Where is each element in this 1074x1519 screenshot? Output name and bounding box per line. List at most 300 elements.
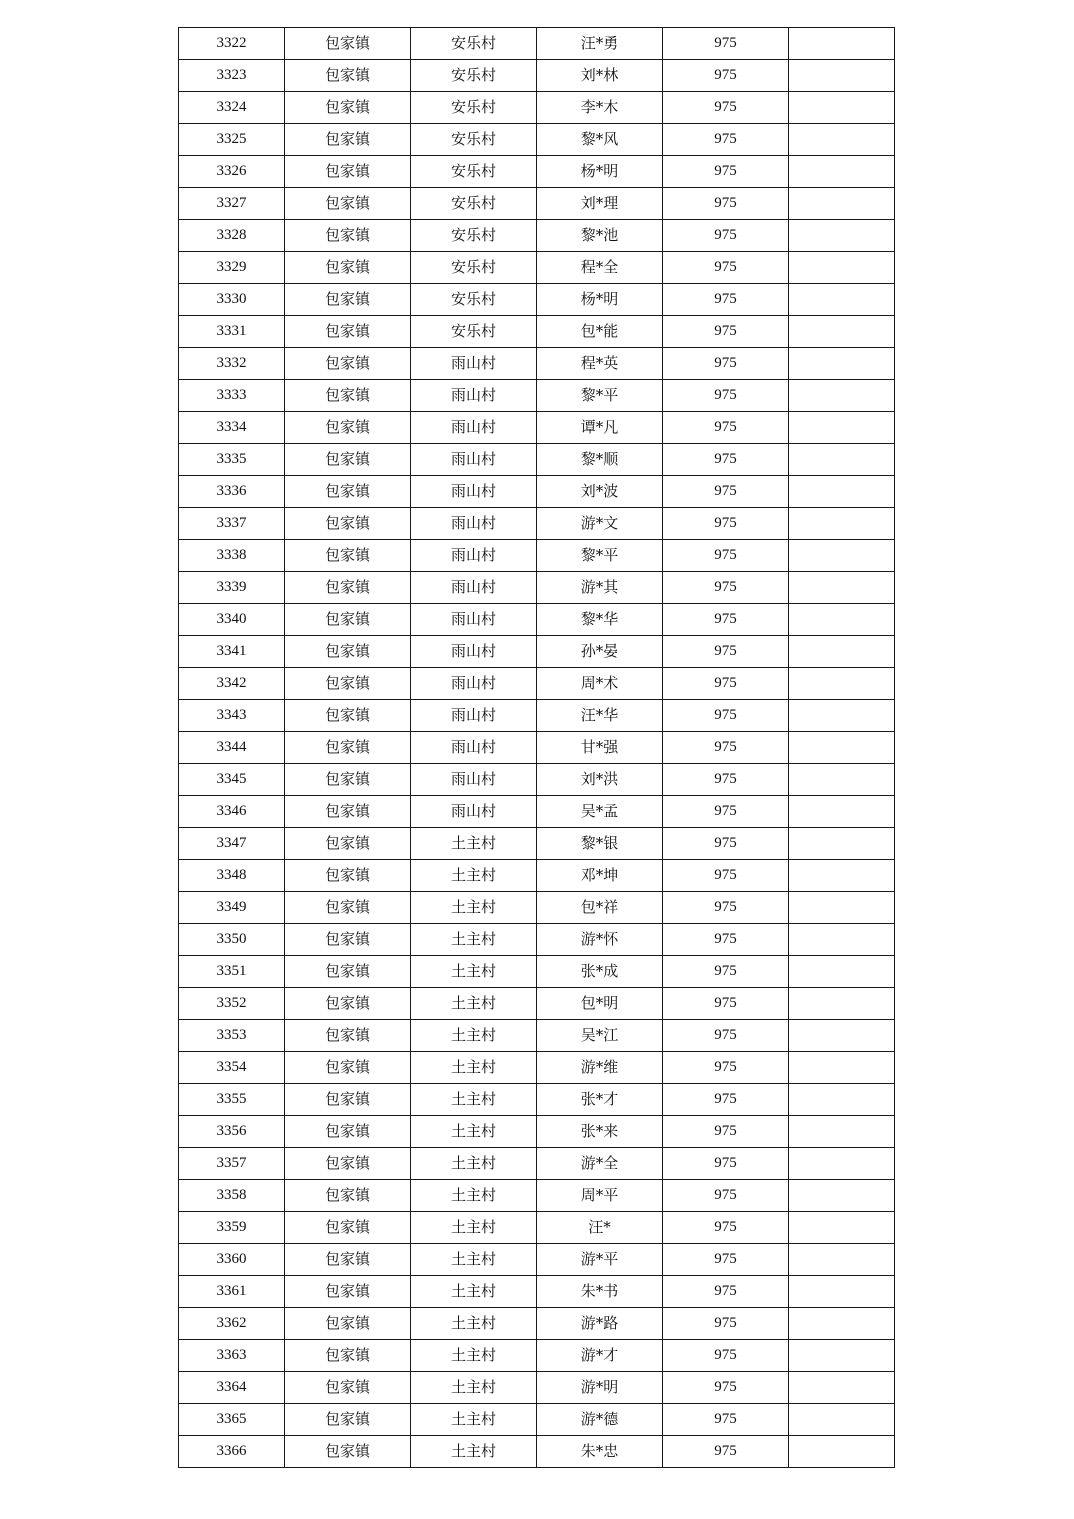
person-name-cell: 游*德 bbox=[537, 1404, 663, 1436]
serial-number-cell: 3322 bbox=[179, 28, 285, 60]
town-cell: 包家镇 bbox=[285, 1404, 411, 1436]
remark-cell bbox=[789, 860, 895, 892]
table-row bbox=[179, 1276, 895, 1308]
serial-number-cell: 3359 bbox=[179, 1212, 285, 1244]
town-cell: 包家镇 bbox=[285, 604, 411, 636]
town-cell: 包家镇 bbox=[285, 188, 411, 220]
village-cell: 雨山村 bbox=[411, 796, 537, 828]
table-row bbox=[179, 444, 895, 476]
table-row bbox=[179, 668, 895, 700]
town-cell: 包家镇 bbox=[285, 764, 411, 796]
person-name-cell: 游*维 bbox=[537, 1052, 663, 1084]
remark-cell bbox=[789, 124, 895, 156]
table-row bbox=[179, 1372, 895, 1404]
person-name-cell: 刘*理 bbox=[537, 188, 663, 220]
town-cell: 包家镇 bbox=[285, 828, 411, 860]
amount-cell: 975 bbox=[663, 220, 789, 252]
village-cell: 安乐村 bbox=[411, 316, 537, 348]
serial-number-cell: 3349 bbox=[179, 892, 285, 924]
amount-cell: 975 bbox=[663, 892, 789, 924]
amount-cell: 975 bbox=[663, 508, 789, 540]
amount-cell: 975 bbox=[663, 1116, 789, 1148]
table-row bbox=[179, 572, 895, 604]
table-row bbox=[179, 156, 895, 188]
table-body bbox=[179, 28, 895, 1468]
remark-cell bbox=[789, 412, 895, 444]
person-name-cell: 杨*明 bbox=[537, 156, 663, 188]
town-cell: 包家镇 bbox=[285, 636, 411, 668]
serial-number-cell: 3345 bbox=[179, 764, 285, 796]
serial-number-cell: 3351 bbox=[179, 956, 285, 988]
remark-cell bbox=[789, 508, 895, 540]
amount-cell: 975 bbox=[663, 1340, 789, 1372]
amount-cell: 975 bbox=[663, 700, 789, 732]
table-row bbox=[179, 764, 895, 796]
village-cell: 安乐村 bbox=[411, 252, 537, 284]
town-cell: 包家镇 bbox=[285, 476, 411, 508]
town-cell: 包家镇 bbox=[285, 1308, 411, 1340]
person-name-cell: 程*英 bbox=[537, 348, 663, 380]
table-row bbox=[179, 412, 895, 444]
town-cell: 包家镇 bbox=[285, 1212, 411, 1244]
town-cell: 包家镇 bbox=[285, 860, 411, 892]
amount-cell: 975 bbox=[663, 828, 789, 860]
amount-cell: 975 bbox=[663, 348, 789, 380]
amount-cell: 975 bbox=[663, 316, 789, 348]
serial-number-cell: 3339 bbox=[179, 572, 285, 604]
remark-cell bbox=[789, 380, 895, 412]
serial-number-cell: 3356 bbox=[179, 1116, 285, 1148]
person-name-cell: 李*木 bbox=[537, 92, 663, 124]
town-cell: 包家镇 bbox=[285, 892, 411, 924]
remark-cell bbox=[789, 1276, 895, 1308]
remark-cell bbox=[789, 92, 895, 124]
village-cell: 土主村 bbox=[411, 1148, 537, 1180]
village-cell: 土主村 bbox=[411, 1180, 537, 1212]
amount-cell: 975 bbox=[663, 1212, 789, 1244]
person-name-cell: 游*怀 bbox=[537, 924, 663, 956]
serial-number-cell: 3361 bbox=[179, 1276, 285, 1308]
amount-cell: 975 bbox=[663, 1244, 789, 1276]
remark-cell bbox=[789, 540, 895, 572]
person-name-cell: 游*平 bbox=[537, 1244, 663, 1276]
town-cell: 包家镇 bbox=[285, 316, 411, 348]
remark-cell bbox=[789, 1436, 895, 1468]
town-cell: 包家镇 bbox=[285, 732, 411, 764]
remark-cell bbox=[789, 572, 895, 604]
village-cell: 土主村 bbox=[411, 1436, 537, 1468]
serial-number-cell: 3348 bbox=[179, 860, 285, 892]
serial-number-cell: 3341 bbox=[179, 636, 285, 668]
village-cell: 雨山村 bbox=[411, 668, 537, 700]
remark-cell bbox=[789, 796, 895, 828]
village-cell: 安乐村 bbox=[411, 28, 537, 60]
town-cell: 包家镇 bbox=[285, 380, 411, 412]
person-name-cell: 游*路 bbox=[537, 1308, 663, 1340]
table-row bbox=[179, 860, 895, 892]
town-cell: 包家镇 bbox=[285, 348, 411, 380]
village-cell: 土主村 bbox=[411, 1244, 537, 1276]
village-cell: 雨山村 bbox=[411, 444, 537, 476]
town-cell: 包家镇 bbox=[285, 796, 411, 828]
remark-cell bbox=[789, 764, 895, 796]
town-cell: 包家镇 bbox=[285, 1052, 411, 1084]
remark-cell bbox=[789, 28, 895, 60]
table-row bbox=[179, 1340, 895, 1372]
village-cell: 安乐村 bbox=[411, 188, 537, 220]
person-name-cell: 游*其 bbox=[537, 572, 663, 604]
village-cell: 土主村 bbox=[411, 1084, 537, 1116]
amount-cell: 975 bbox=[663, 476, 789, 508]
village-cell: 安乐村 bbox=[411, 60, 537, 92]
person-name-cell: 包*能 bbox=[537, 316, 663, 348]
town-cell: 包家镇 bbox=[285, 572, 411, 604]
serial-number-cell: 3344 bbox=[179, 732, 285, 764]
town-cell: 包家镇 bbox=[285, 28, 411, 60]
remark-cell bbox=[789, 1372, 895, 1404]
person-name-cell: 黎*顺 bbox=[537, 444, 663, 476]
town-cell: 包家镇 bbox=[285, 1116, 411, 1148]
remark-cell bbox=[789, 1308, 895, 1340]
serial-number-cell: 3337 bbox=[179, 508, 285, 540]
remark-cell bbox=[789, 956, 895, 988]
remark-cell bbox=[789, 1212, 895, 1244]
amount-cell: 975 bbox=[663, 1180, 789, 1212]
table-row bbox=[179, 380, 895, 412]
village-cell: 土主村 bbox=[411, 1308, 537, 1340]
table-row bbox=[179, 220, 895, 252]
amount-cell: 975 bbox=[663, 60, 789, 92]
amount-cell: 975 bbox=[663, 924, 789, 956]
town-cell: 包家镇 bbox=[285, 1244, 411, 1276]
amount-cell: 975 bbox=[663, 124, 789, 156]
person-name-cell: 汪*勇 bbox=[537, 28, 663, 60]
person-name-cell: 黎*平 bbox=[537, 380, 663, 412]
village-cell: 土主村 bbox=[411, 1340, 537, 1372]
table-row bbox=[179, 316, 895, 348]
table-row bbox=[179, 1244, 895, 1276]
serial-number-cell: 3366 bbox=[179, 1436, 285, 1468]
person-name-cell: 谭*凡 bbox=[537, 412, 663, 444]
table-row bbox=[179, 188, 895, 220]
village-cell: 雨山村 bbox=[411, 508, 537, 540]
table-row bbox=[179, 1084, 895, 1116]
remark-cell bbox=[789, 1148, 895, 1180]
town-cell: 包家镇 bbox=[285, 668, 411, 700]
serial-number-cell: 3332 bbox=[179, 348, 285, 380]
person-name-cell: 游*明 bbox=[537, 1372, 663, 1404]
remark-cell bbox=[789, 156, 895, 188]
serial-number-cell: 3352 bbox=[179, 988, 285, 1020]
serial-number-cell: 3335 bbox=[179, 444, 285, 476]
village-cell: 雨山村 bbox=[411, 636, 537, 668]
table-row bbox=[179, 28, 895, 60]
remark-cell bbox=[789, 636, 895, 668]
person-name-cell: 杨*明 bbox=[537, 284, 663, 316]
person-name-cell: 张*来 bbox=[537, 1116, 663, 1148]
table-row bbox=[179, 60, 895, 92]
person-name-cell: 刘*波 bbox=[537, 476, 663, 508]
village-cell: 安乐村 bbox=[411, 156, 537, 188]
table-row bbox=[179, 636, 895, 668]
person-name-cell: 汪* bbox=[537, 1212, 663, 1244]
town-cell: 包家镇 bbox=[285, 988, 411, 1020]
village-cell: 雨山村 bbox=[411, 348, 537, 380]
serial-number-cell: 3357 bbox=[179, 1148, 285, 1180]
person-name-cell: 游*文 bbox=[537, 508, 663, 540]
town-cell: 包家镇 bbox=[285, 508, 411, 540]
serial-number-cell: 3365 bbox=[179, 1404, 285, 1436]
serial-number-cell: 3328 bbox=[179, 220, 285, 252]
serial-number-cell: 3342 bbox=[179, 668, 285, 700]
person-name-cell: 朱*书 bbox=[537, 1276, 663, 1308]
table-row bbox=[179, 252, 895, 284]
person-name-cell: 甘*强 bbox=[537, 732, 663, 764]
person-name-cell: 汪*华 bbox=[537, 700, 663, 732]
amount-cell: 975 bbox=[663, 284, 789, 316]
amount-cell: 975 bbox=[663, 860, 789, 892]
person-name-cell: 包*明 bbox=[537, 988, 663, 1020]
remark-cell bbox=[789, 284, 895, 316]
remark-cell bbox=[789, 1180, 895, 1212]
remark-cell bbox=[789, 188, 895, 220]
serial-number-cell: 3350 bbox=[179, 924, 285, 956]
amount-cell: 975 bbox=[663, 1308, 789, 1340]
person-name-cell: 游*全 bbox=[537, 1148, 663, 1180]
town-cell: 包家镇 bbox=[285, 1436, 411, 1468]
serial-number-cell: 3336 bbox=[179, 476, 285, 508]
serial-number-cell: 3355 bbox=[179, 1084, 285, 1116]
village-cell: 土主村 bbox=[411, 956, 537, 988]
town-cell: 包家镇 bbox=[285, 1276, 411, 1308]
village-cell: 雨山村 bbox=[411, 540, 537, 572]
table-row bbox=[179, 476, 895, 508]
person-name-cell: 刘*林 bbox=[537, 60, 663, 92]
table-row bbox=[179, 956, 895, 988]
serial-number-cell: 3363 bbox=[179, 1340, 285, 1372]
person-name-cell: 孙*晏 bbox=[537, 636, 663, 668]
amount-cell: 975 bbox=[663, 1276, 789, 1308]
table-row bbox=[179, 124, 895, 156]
remark-cell bbox=[789, 60, 895, 92]
town-cell: 包家镇 bbox=[285, 252, 411, 284]
amount-cell: 975 bbox=[663, 156, 789, 188]
amount-cell: 975 bbox=[663, 28, 789, 60]
table-row bbox=[179, 1404, 895, 1436]
amount-cell: 975 bbox=[663, 572, 789, 604]
serial-number-cell: 3334 bbox=[179, 412, 285, 444]
serial-number-cell: 3340 bbox=[179, 604, 285, 636]
remark-cell bbox=[789, 668, 895, 700]
person-name-cell: 邓*坤 bbox=[537, 860, 663, 892]
remark-cell bbox=[789, 1244, 895, 1276]
serial-number-cell: 3329 bbox=[179, 252, 285, 284]
person-name-cell: 吴*江 bbox=[537, 1020, 663, 1052]
amount-cell: 975 bbox=[663, 92, 789, 124]
remark-cell bbox=[789, 924, 895, 956]
village-cell: 土主村 bbox=[411, 1276, 537, 1308]
amount-cell: 975 bbox=[663, 252, 789, 284]
person-name-cell: 刘*洪 bbox=[537, 764, 663, 796]
town-cell: 包家镇 bbox=[285, 220, 411, 252]
amount-cell: 975 bbox=[663, 636, 789, 668]
amount-cell: 975 bbox=[663, 444, 789, 476]
remark-cell bbox=[789, 1020, 895, 1052]
table-row bbox=[179, 1052, 895, 1084]
person-name-cell: 张*成 bbox=[537, 956, 663, 988]
remark-cell bbox=[789, 316, 895, 348]
town-cell: 包家镇 bbox=[285, 92, 411, 124]
table-row bbox=[179, 988, 895, 1020]
remark-cell bbox=[789, 732, 895, 764]
serial-number-cell: 3330 bbox=[179, 284, 285, 316]
amount-cell: 975 bbox=[663, 1404, 789, 1436]
town-cell: 包家镇 bbox=[285, 1340, 411, 1372]
amount-cell: 975 bbox=[663, 1372, 789, 1404]
village-cell: 土主村 bbox=[411, 1020, 537, 1052]
serial-number-cell: 3327 bbox=[179, 188, 285, 220]
serial-number-cell: 3362 bbox=[179, 1308, 285, 1340]
village-cell: 土主村 bbox=[411, 1212, 537, 1244]
town-cell: 包家镇 bbox=[285, 700, 411, 732]
amount-cell: 975 bbox=[663, 604, 789, 636]
table-row bbox=[179, 700, 895, 732]
table-row bbox=[179, 508, 895, 540]
data-table bbox=[178, 27, 895, 1468]
remark-cell bbox=[789, 988, 895, 1020]
village-cell: 雨山村 bbox=[411, 572, 537, 604]
table-row bbox=[179, 732, 895, 764]
remark-cell bbox=[789, 476, 895, 508]
town-cell: 包家镇 bbox=[285, 60, 411, 92]
remark-cell bbox=[789, 348, 895, 380]
person-name-cell: 包*祥 bbox=[537, 892, 663, 924]
amount-cell: 975 bbox=[663, 956, 789, 988]
person-name-cell: 程*全 bbox=[537, 252, 663, 284]
remark-cell bbox=[789, 828, 895, 860]
remark-cell bbox=[789, 1404, 895, 1436]
village-cell: 土主村 bbox=[411, 860, 537, 892]
village-cell: 雨山村 bbox=[411, 764, 537, 796]
serial-number-cell: 3347 bbox=[179, 828, 285, 860]
village-cell: 雨山村 bbox=[411, 412, 537, 444]
village-cell: 土主村 bbox=[411, 924, 537, 956]
amount-cell: 975 bbox=[663, 412, 789, 444]
village-cell: 土主村 bbox=[411, 988, 537, 1020]
remark-cell bbox=[789, 220, 895, 252]
remark-cell bbox=[789, 604, 895, 636]
table-row bbox=[179, 540, 895, 572]
remark-cell bbox=[789, 1084, 895, 1116]
village-cell: 土主村 bbox=[411, 828, 537, 860]
amount-cell: 975 bbox=[663, 540, 789, 572]
town-cell: 包家镇 bbox=[285, 1020, 411, 1052]
person-name-cell: 黎*风 bbox=[537, 124, 663, 156]
town-cell: 包家镇 bbox=[285, 156, 411, 188]
village-cell: 安乐村 bbox=[411, 220, 537, 252]
person-name-cell: 周*术 bbox=[537, 668, 663, 700]
amount-cell: 975 bbox=[663, 1436, 789, 1468]
person-name-cell: 吴*孟 bbox=[537, 796, 663, 828]
village-cell: 雨山村 bbox=[411, 700, 537, 732]
village-cell: 安乐村 bbox=[411, 284, 537, 316]
town-cell: 包家镇 bbox=[285, 540, 411, 572]
person-name-cell: 游*才 bbox=[537, 1340, 663, 1372]
serial-number-cell: 3333 bbox=[179, 380, 285, 412]
amount-cell: 975 bbox=[663, 380, 789, 412]
table-row bbox=[179, 1180, 895, 1212]
village-cell: 雨山村 bbox=[411, 732, 537, 764]
amount-cell: 975 bbox=[663, 188, 789, 220]
village-cell: 安乐村 bbox=[411, 124, 537, 156]
remark-cell bbox=[789, 892, 895, 924]
amount-cell: 975 bbox=[663, 732, 789, 764]
table-row bbox=[179, 1436, 895, 1468]
village-cell: 雨山村 bbox=[411, 476, 537, 508]
serial-number-cell: 3331 bbox=[179, 316, 285, 348]
table-row bbox=[179, 924, 895, 956]
amount-cell: 975 bbox=[663, 1084, 789, 1116]
serial-number-cell: 3338 bbox=[179, 540, 285, 572]
table-row bbox=[179, 604, 895, 636]
person-name-cell: 周*平 bbox=[537, 1180, 663, 1212]
village-cell: 土主村 bbox=[411, 1052, 537, 1084]
remark-cell bbox=[789, 252, 895, 284]
amount-cell: 975 bbox=[663, 764, 789, 796]
table-row bbox=[179, 1020, 895, 1052]
town-cell: 包家镇 bbox=[285, 124, 411, 156]
town-cell: 包家镇 bbox=[285, 284, 411, 316]
town-cell: 包家镇 bbox=[285, 956, 411, 988]
town-cell: 包家镇 bbox=[285, 1084, 411, 1116]
person-name-cell: 朱*忠 bbox=[537, 1436, 663, 1468]
village-cell: 土主村 bbox=[411, 1404, 537, 1436]
village-cell: 土主村 bbox=[411, 892, 537, 924]
amount-cell: 975 bbox=[663, 1020, 789, 1052]
person-name-cell: 黎*银 bbox=[537, 828, 663, 860]
remark-cell bbox=[789, 1116, 895, 1148]
amount-cell: 975 bbox=[663, 988, 789, 1020]
remark-cell bbox=[789, 444, 895, 476]
serial-number-cell: 3323 bbox=[179, 60, 285, 92]
table-row bbox=[179, 892, 895, 924]
table-row bbox=[179, 1148, 895, 1180]
amount-cell: 975 bbox=[663, 1148, 789, 1180]
serial-number-cell: 3358 bbox=[179, 1180, 285, 1212]
person-name-cell: 黎*池 bbox=[537, 220, 663, 252]
serial-number-cell: 3364 bbox=[179, 1372, 285, 1404]
table-row bbox=[179, 1308, 895, 1340]
town-cell: 包家镇 bbox=[285, 412, 411, 444]
remark-cell bbox=[789, 1052, 895, 1084]
amount-cell: 975 bbox=[663, 668, 789, 700]
town-cell: 包家镇 bbox=[285, 924, 411, 956]
village-cell: 土主村 bbox=[411, 1372, 537, 1404]
serial-number-cell: 3325 bbox=[179, 124, 285, 156]
person-name-cell: 黎*平 bbox=[537, 540, 663, 572]
remark-cell bbox=[789, 700, 895, 732]
table-row bbox=[179, 796, 895, 828]
village-cell: 雨山村 bbox=[411, 604, 537, 636]
amount-cell: 975 bbox=[663, 1052, 789, 1084]
village-cell: 安乐村 bbox=[411, 92, 537, 124]
table-row bbox=[179, 1116, 895, 1148]
table-row bbox=[179, 92, 895, 124]
serial-number-cell: 3354 bbox=[179, 1052, 285, 1084]
amount-cell: 975 bbox=[663, 796, 789, 828]
serial-number-cell: 3324 bbox=[179, 92, 285, 124]
town-cell: 包家镇 bbox=[285, 1372, 411, 1404]
